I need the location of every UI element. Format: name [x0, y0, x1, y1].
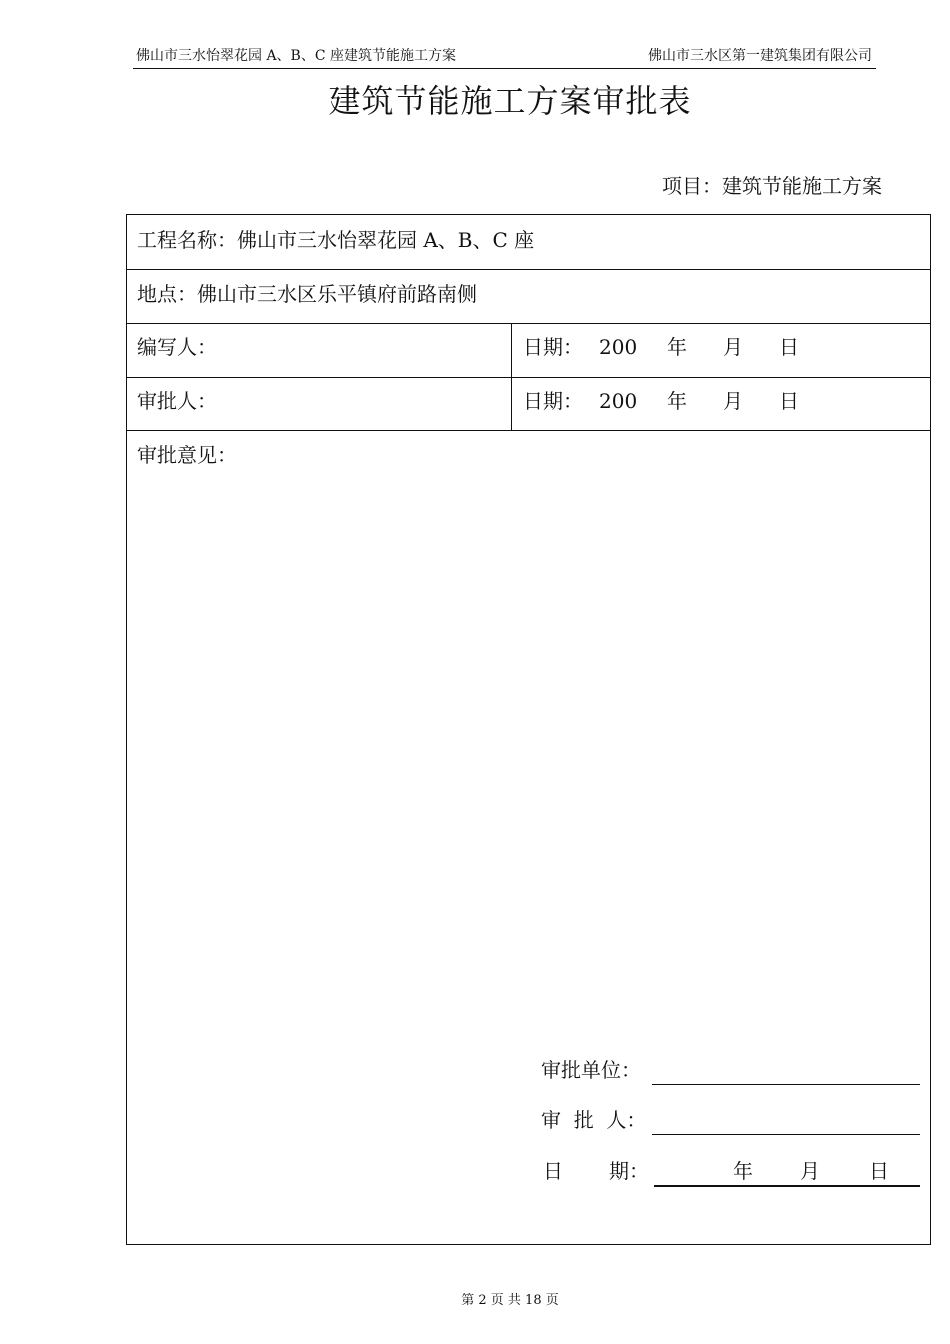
- sign-date-label-2: 期：: [609, 1159, 649, 1183]
- row-divider: [127, 377, 930, 378]
- sign-unit-line: [652, 1084, 920, 1085]
- sign-date-day-char: 日: [869, 1159, 889, 1183]
- sign-unit-label: 审批单位：: [541, 1058, 641, 1082]
- project-line: 项目：建筑节能施工方案: [662, 174, 882, 198]
- sign-person-line: [652, 1134, 920, 1135]
- author-date-year: 200: [599, 335, 638, 359]
- project-name-cell: 工程名称：佛山市三水怡翠花园 A、B、C 座: [137, 228, 535, 252]
- sign-date-label-1: 日: [543, 1159, 563, 1183]
- approver-date-year-char: 年: [667, 389, 687, 413]
- approver-label: 审批人：: [137, 389, 217, 413]
- row-divider: [127, 323, 930, 324]
- approval-form-table: [126, 214, 931, 1245]
- sign-person-label: 审 批 人：: [541, 1108, 647, 1132]
- row-divider: [127, 430, 930, 431]
- header-rule: [133, 68, 876, 69]
- header-left-text: 佛山市三水怡翠花园 A、B、C 座建筑节能施工方案: [136, 48, 457, 64]
- sign-date-year-char: 年: [733, 1159, 753, 1183]
- page-footer: 第 2 页 共 18 页: [461, 1293, 559, 1308]
- approver-date-label: 日期：: [523, 389, 583, 413]
- approver-date-year: 200: [599, 389, 638, 413]
- location-cell: 地点：佛山市三水区乐平镇府前路南侧: [137, 282, 477, 306]
- sign-date-line: [654, 1185, 920, 1187]
- author-date-month-char: 月: [723, 335, 743, 359]
- author-date-year-char: 年: [667, 335, 687, 359]
- approver-date-day-char: 日: [779, 389, 799, 413]
- author-date-label: 日期：: [523, 335, 583, 359]
- row-divider: [127, 269, 930, 270]
- author-date-day-char: 日: [779, 335, 799, 359]
- document-title: 建筑节能施工方案审批表: [328, 82, 692, 120]
- opinion-label: 审批意见：: [137, 443, 237, 467]
- approver-date-month-char: 月: [723, 389, 743, 413]
- header-right-text: 佛山市三水区第一建筑集团有限公司: [648, 48, 872, 64]
- author-label: 编写人：: [137, 335, 217, 359]
- column-divider: [511, 323, 512, 430]
- sign-date-month-char: 月: [800, 1159, 820, 1183]
